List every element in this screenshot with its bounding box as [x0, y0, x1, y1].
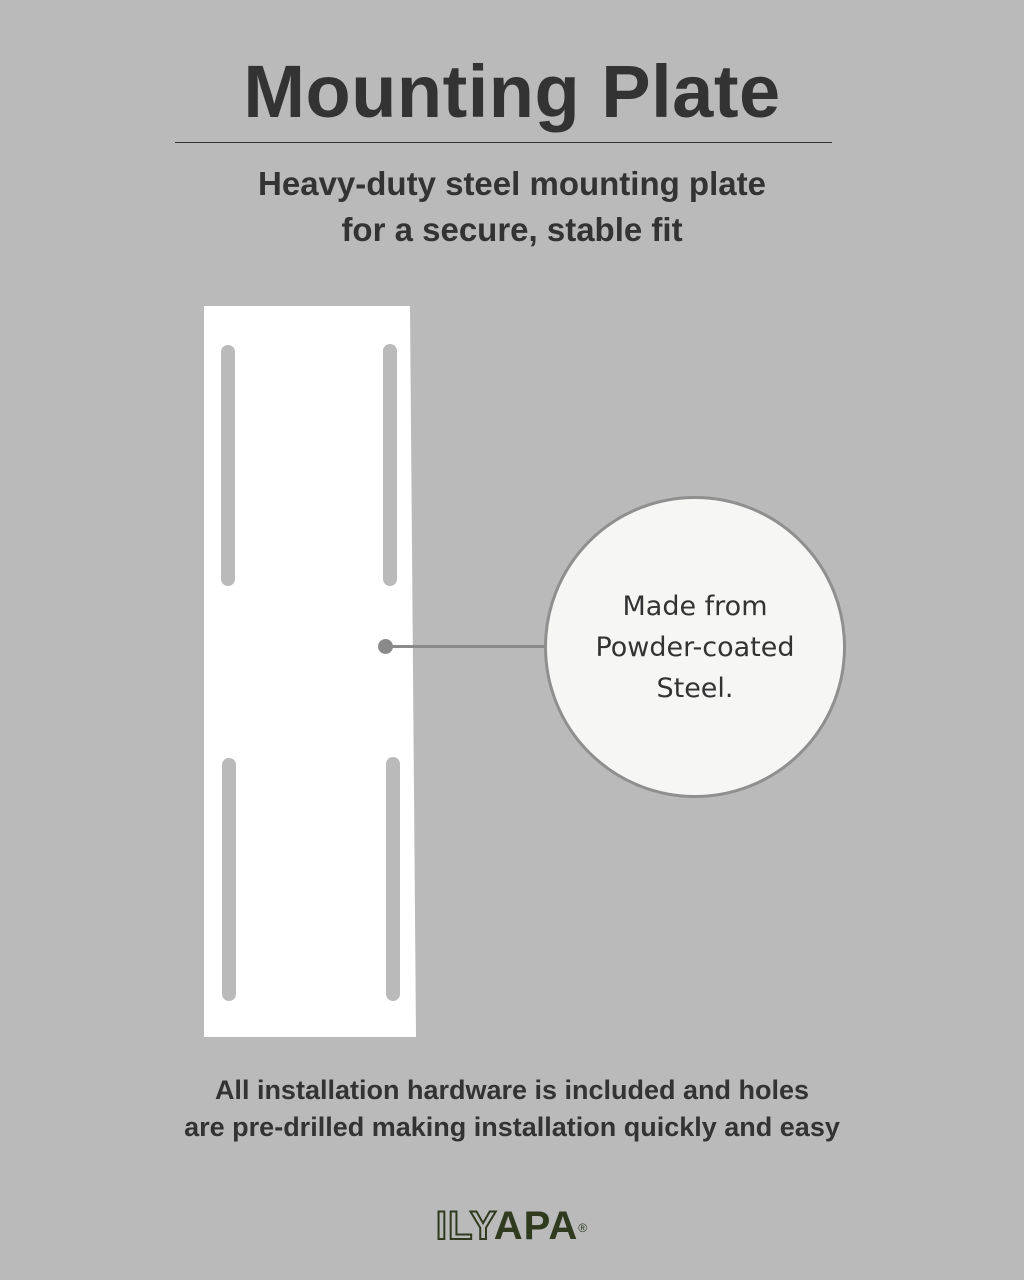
brand-logo-part-2: APA — [493, 1204, 579, 1248]
callout-line-2: Powder-coated — [595, 631, 795, 663]
installation-note-line-1: All installation hardware is included and holes — [214, 1075, 810, 1105]
installation-note-line-2: are pre-drilled making installation quickly and easy — [184, 1112, 840, 1142]
callout-line-3: Steel. — [656, 672, 734, 704]
brand-logo — [0, 1203, 1024, 1249]
material-callout — [544, 496, 846, 798]
material-callout-text — [595, 586, 794, 709]
registered-mark: ® — [578, 1221, 589, 1235]
plate-slot-bottom-left — [222, 758, 236, 1001]
brand-logo-part-1: ILY — [435, 1204, 494, 1248]
plate-slot-top-right — [383, 344, 397, 586]
page-title: Mounting Plate — [243, 50, 781, 133]
plate-slot-top-left — [221, 345, 235, 586]
installation-note — [0, 1072, 1024, 1146]
callout-dot — [378, 639, 393, 654]
plate-slot-bottom-right — [386, 757, 400, 1001]
callout-line-1: Made from — [622, 590, 768, 622]
subtitle-line-1: Heavy-duty steel mounting plate — [258, 165, 766, 202]
subtitle-line-2: for a secure, stable fit — [341, 211, 683, 248]
callout-connector — [386, 645, 548, 648]
